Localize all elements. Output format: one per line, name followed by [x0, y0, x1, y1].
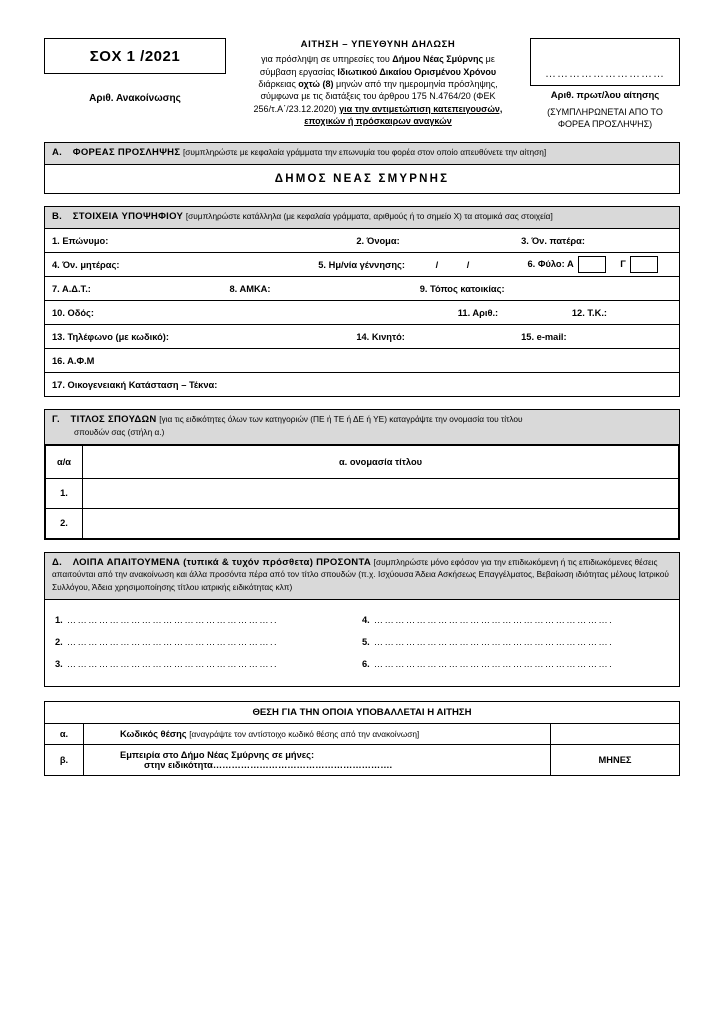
- section-c-letter: Γ.: [52, 414, 60, 425]
- subtitle-l6-underline: εποχικών ή πρόσκαιρων αναγκών: [304, 116, 452, 127]
- section-b-note-pre: [συμπληρώστε κατάλληλα (με κεφαλαία γράμματα, αριθμούς ή το σημείο: [185, 211, 454, 222]
- field-amka[interactable]: 8. ΑΜΚΑ:: [229, 283, 271, 294]
- qualification-line-6: ………………………………………………………….: [373, 659, 614, 670]
- position-code-value[interactable]: [551, 724, 680, 745]
- section-a-header: [45, 143, 679, 165]
- studies-row-index-2: 2.: [46, 508, 83, 538]
- table-header-row: [45, 702, 680, 724]
- subtitle-l1-bold: Δήμου Νέας Σμύρνης: [392, 54, 484, 65]
- field-id-number[interactable]: 7. Α.Δ.Τ.:: [52, 283, 91, 294]
- table-row: [45, 349, 679, 373]
- table-row: [45, 745, 680, 776]
- subtitle-l3-post: μηνών από την ημερομηνία πρόσληψης,: [333, 78, 498, 89]
- section-a-note-post: ]: [543, 147, 547, 158]
- section-b-note-post: ) τα ατομικά σας στοιχεία]: [459, 211, 553, 222]
- table-header-row: [46, 445, 679, 478]
- section-c-note-l2-post: ): [161, 426, 165, 437]
- experience-cell[interactable]: [84, 745, 551, 776]
- gender-female-label: Γ: [620, 258, 626, 269]
- section-c-note-l2-pre: σπουδών σας (στήλη: [74, 426, 155, 437]
- field-fathername[interactable]: 3. Όν. πατέρα:: [521, 235, 585, 246]
- section-c-header: [45, 410, 679, 445]
- form-body: [44, 38, 680, 776]
- list-item[interactable]: [55, 609, 362, 631]
- section-a-note-bold: φορέα στον οποίο απευθύνετε την αίτηση: [391, 147, 544, 158]
- field-gender[interactable]: [520, 256, 679, 273]
- field-tax-number[interactable]: 16. Α.Φ.Μ: [52, 355, 95, 366]
- form-subtitle-line4: σύμφωνα με τις διατάξεις του άρθρου 175 Ν.4764/20 (ΦΕΚ: [260, 91, 496, 102]
- position-code-text: [92, 729, 542, 739]
- position-row-marker-b: β.: [45, 745, 84, 776]
- column-header-index: α/α: [46, 445, 83, 478]
- form-subtitle-line1: [243, 53, 513, 65]
- qualification-line-4: ………………………………………………………….: [373, 615, 614, 626]
- qualification-line-2: …………………………………………………..: [66, 637, 278, 648]
- qualification-num-1: 1.: [55, 615, 63, 626]
- table-row: [45, 301, 679, 325]
- qualification-num-6: 6.: [362, 659, 370, 670]
- section-d-letter: Δ.: [52, 556, 63, 568]
- list-item[interactable]: [55, 653, 362, 675]
- header-left: [44, 38, 226, 104]
- qualification-line-1: …………………………………………………..: [66, 615, 278, 626]
- subtitle-l3-bold: οχτώ (8): [298, 78, 334, 89]
- position-code-note-pre: [αναγράψτε τον αντίστοιχο: [189, 729, 289, 740]
- qualification-line-5: ………………………………………………………….: [373, 637, 614, 648]
- table-row: [45, 229, 679, 253]
- section-c: [44, 409, 680, 540]
- qualification-num-3: 3.: [55, 659, 63, 670]
- section-c-title: ΤΙΤΛΟΣ ΣΠΟΥΔΩΝ: [70, 414, 157, 425]
- section-a-letter: Α.: [52, 147, 63, 159]
- studies-row-value-2[interactable]: [83, 508, 679, 538]
- form-header: [44, 38, 680, 130]
- table-row: [45, 277, 679, 301]
- position-code-note-bold: κωδικό θέσης: [288, 729, 339, 740]
- table-row: [45, 373, 679, 396]
- header-right: [530, 38, 680, 130]
- section-c-note-bold: ΠΕ ή ΤΕ ή ΔΕ ή ΥΕ: [313, 414, 385, 424]
- section-b-title: ΣΤΟΙΧΕΙΑ ΥΠΟΨΗΦΙΟΥ: [72, 211, 184, 223]
- subtitle-l1-post: με: [483, 54, 495, 65]
- subtitle-l5-underline: για την αντιμετώπιση κατεπειγουσών,: [339, 103, 503, 114]
- position-row-marker-a: α.: [45, 724, 84, 745]
- section-c-note-mid: ) καταγράψτε την ονομασία του τίτλου: [384, 414, 523, 424]
- employer-name-value[interactable]: ΔΗΜΟΣ ΝΕΑΣ ΣΜΥΡΝΗΣ: [274, 173, 450, 186]
- section-b: [44, 206, 680, 397]
- subtitle-l1-pre: για πρόσληψη σε υπηρεσίες του: [261, 54, 393, 65]
- gender-female-checkbox[interactable]: [630, 256, 658, 273]
- studies-table: [45, 445, 679, 539]
- position-table: [44, 701, 680, 776]
- qualification-num-5: 5.: [362, 637, 370, 648]
- field-phone[interactable]: 13. Τηλέφωνο (με κωδικό):: [52, 331, 169, 342]
- table-row: [45, 325, 679, 349]
- section-a-title: ΦΟΡΕΑΣ ΠΡΟΣΛΗΨΗΣ: [72, 147, 181, 159]
- section-b-note-bold: Χ: [453, 211, 460, 222]
- field-street-number[interactable]: 11. Αριθ.:: [457, 307, 499, 318]
- section-d-note: [συμπληρώστε μόνο εφόσον για την επιδιωκόμενη ή τις επιδιωκόμενες θέσεις απαιτούνται από την ανακοίνωση και άλλα προσόντα πέρα από τον τίτλο σπουδών (π.χ. Ισχύουσα Άδεια Ασκήσεως Επαγγέλματος, Βεβαίωση ιδιότητας μέλους Ιατρικού Συλλόγου, Άδεια χρησιμοποίησης τίτλου ιατρικής ειδικότητας κλπ): [52, 556, 669, 593]
- field-mobile[interactable]: 14. Κινητό:: [356, 331, 405, 342]
- section-d-header: [45, 553, 679, 600]
- section-b-header: [45, 207, 679, 229]
- header-title-block: [243, 38, 513, 128]
- list-item[interactable]: [362, 609, 669, 631]
- field-gender-label: 6. Φύλο:: [527, 258, 565, 269]
- protocol-number-box[interactable]: …………………………: [530, 38, 680, 86]
- qualification-num-4: 4.: [362, 615, 370, 626]
- list-item[interactable]: [362, 631, 669, 653]
- field-family-status[interactable]: 17. Οικογενειακή Κατάσταση – Τέκνα:: [52, 379, 218, 390]
- field-firstname[interactable]: 2. Όνομα:: [356, 235, 400, 246]
- section-b-letter: Β.: [52, 211, 63, 223]
- qualification-line-3: …………………………………………………..: [66, 659, 278, 670]
- field-postal-code[interactable]: 12. Τ.Κ.:: [571, 307, 607, 318]
- section-c-note-pre: [για τις ειδικότητες όλων των κατηγοριών (: [159, 414, 314, 424]
- field-birthdate[interactable]: [311, 260, 520, 270]
- studies-row-index-1: 1.: [46, 478, 83, 508]
- table-row: [46, 508, 679, 538]
- list-item[interactable]: [362, 653, 669, 675]
- announcement-number-label: Αριθ. Ανακοίνωσης: [89, 93, 181, 104]
- section-a-note-pre: [συμπληρώστε με κεφαλαία γράμματα την επωνυμία του: [182, 147, 392, 158]
- form-subtitle-line2: [243, 66, 513, 78]
- field-birthdate-label: 5. Ημ/νία γέννησης:: [318, 259, 405, 270]
- form-subtitle-line6: [243, 115, 513, 127]
- section-d: [44, 552, 680, 687]
- form-title: ΑΙΤΗΣΗ – ΥΠΕΥΘΥΝΗ ΔΗΛΩΣΗ: [300, 39, 456, 50]
- field-email[interactable]: 15. e-mail:: [521, 331, 567, 342]
- table-row: [45, 724, 680, 745]
- studies-row-value-1[interactable]: [83, 478, 679, 508]
- position-code-cell[interactable]: [84, 724, 551, 745]
- form-subtitle-line3: [243, 78, 513, 90]
- section-a: [44, 142, 680, 194]
- table-row: [45, 253, 679, 277]
- qualification-num-2: 2.: [55, 637, 63, 648]
- table-row: [46, 478, 679, 508]
- position-code-note-post: από την ανακοίνωση]: [338, 729, 420, 740]
- qualifications-grid: [55, 609, 669, 675]
- gender-male-label: Α: [566, 258, 574, 269]
- form-code-box: ΣΟΧ 1 /2021: [44, 38, 226, 74]
- field-mothername[interactable]: 4. Όν. μητέρας:: [52, 259, 120, 270]
- protocol-filled-by-note: [530, 107, 680, 130]
- birthdate-slash-1: /: [435, 259, 439, 270]
- field-surname[interactable]: 1. Επώνυμο:: [52, 235, 109, 246]
- experience-label: Εμπειρία στο Δήμο Νέας Σμύρνης σε μήνες:: [120, 750, 315, 761]
- protocol-note-line1: (ΣΥΜΠΛΗΡΩΝΕΤΑΙ ΑΠΟ ΤΟ: [547, 107, 663, 117]
- position-code-label: Κωδικός θέσης: [120, 729, 187, 740]
- field-street[interactable]: 10. Οδός:: [52, 307, 94, 318]
- experience-specialty-label: στην ειδικότητα………………………………………………….: [144, 760, 393, 771]
- form-subtitle-line5: [243, 103, 513, 115]
- section-d-body: [45, 600, 679, 686]
- list-item[interactable]: [55, 631, 362, 653]
- gender-male-checkbox[interactable]: [578, 256, 606, 273]
- subtitle-l2-pre: σύμβαση εργασίας: [259, 66, 338, 77]
- subtitle-l5-pre: 256/τ.Α΄/23.12.2020): [253, 103, 340, 114]
- position-table-title: ΘΕΣΗ ΓΙΑ ΤΗΝ ΟΠΟΙΑ ΥΠΟΒΑΛΛΕΤΑΙ Η ΑΙΤΗΣΗ: [45, 702, 680, 724]
- subtitle-l2-bold: Ιδιωτικού Δικαίου Ορισμένου Χρόνου: [337, 66, 497, 77]
- section-c-note-l2-bold: α.: [154, 426, 162, 437]
- column-header-title: α. ονομασία τίτλου: [83, 445, 679, 478]
- field-residence[interactable]: 9. Τόπος κατοικίας:: [419, 283, 505, 294]
- experience-months-header: ΜΗΝΕΣ: [551, 745, 680, 776]
- birthdate-slash-2: /: [466, 259, 470, 270]
- section-d-title: ΛΟΙΠΑ ΑΠΑΙΤΟΥΜΕΝΑ (τυπικά & τυχόν πρόσθετα) ΠΡΟΣΟΝΤΑ: [72, 556, 371, 568]
- subtitle-l3-pre: διάρκειας: [258, 78, 299, 89]
- protocol-note-line2: ΦΟΡΕΑ ΠΡΟΣΛΗΨΗΣ): [557, 118, 653, 129]
- protocol-number-label: Αριθ. πρωτ/λου αίτησης: [550, 90, 660, 101]
